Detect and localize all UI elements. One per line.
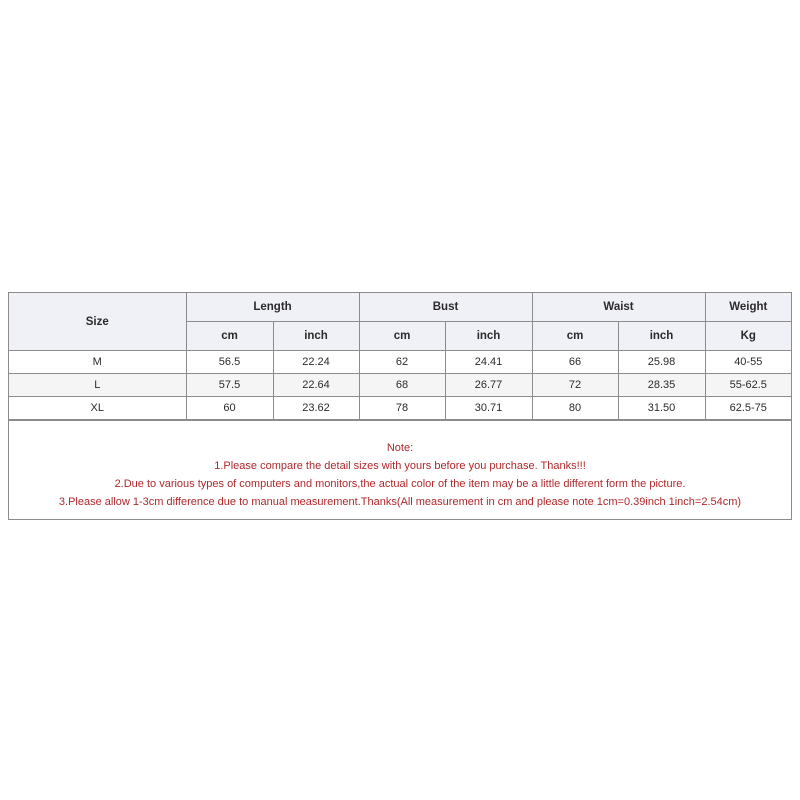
size-cell: M bbox=[9, 351, 186, 374]
size-table bbox=[9, 293, 791, 420]
unit-header: cm bbox=[186, 322, 273, 351]
size-header: Size bbox=[9, 293, 186, 351]
table-cell: 68 bbox=[359, 374, 445, 397]
table-row bbox=[9, 351, 791, 374]
unit-header: Kg bbox=[705, 322, 791, 351]
table-cell: 24.41 bbox=[445, 351, 532, 374]
size-chart bbox=[8, 292, 792, 520]
table-cell: 23.62 bbox=[273, 397, 359, 420]
table-cell: 66 bbox=[532, 351, 618, 374]
weight-header: Weight bbox=[705, 293, 791, 322]
notes-title: Note: bbox=[386, 442, 414, 454]
table-cell: 62 bbox=[359, 351, 445, 374]
note-line: 2.Due to various types of computers and monitors,the actual color of the item may be a little different form the picture. bbox=[114, 478, 686, 490]
table-row bbox=[9, 397, 791, 420]
unit-header: inch bbox=[445, 322, 532, 351]
unit-header: inch bbox=[273, 322, 359, 351]
table-cell: 72 bbox=[532, 374, 618, 397]
waist-header: Waist bbox=[532, 293, 705, 322]
table-cell: 40-55 bbox=[705, 351, 791, 374]
table-cell: 28.35 bbox=[618, 374, 705, 397]
bust-header: Bust bbox=[359, 293, 532, 322]
table-cell: 78 bbox=[359, 397, 445, 420]
unit-header: cm bbox=[532, 322, 618, 351]
size-cell: XL bbox=[9, 397, 186, 420]
table-row bbox=[9, 374, 791, 397]
table-cell: 80 bbox=[532, 397, 618, 420]
table-cell: 22.64 bbox=[273, 374, 359, 397]
table-cell: 55-62.5 bbox=[705, 374, 791, 397]
table-cell: 25.98 bbox=[618, 351, 705, 374]
table-cell: 57.5 bbox=[186, 374, 273, 397]
unit-header: cm bbox=[359, 322, 445, 351]
table-cell: 62.5-75 bbox=[705, 397, 791, 420]
table-cell: 22.24 bbox=[273, 351, 359, 374]
note-line: 3.Please allow 1-3cm difference due to manual measurement.Thanks(All measurement in cm and please note 1cm=0.39inch 1inch=2.54cm) bbox=[58, 496, 742, 508]
table-header-row bbox=[9, 293, 791, 322]
table-cell: 56.5 bbox=[186, 351, 273, 374]
unit-header: inch bbox=[618, 322, 705, 351]
table-cell: 30.71 bbox=[445, 397, 532, 420]
size-cell: L bbox=[9, 374, 186, 397]
table-cell: 31.50 bbox=[618, 397, 705, 420]
table-cell: 60 bbox=[186, 397, 273, 420]
note-line: 1.Please compare the detail sizes with yours before you purchase. Thanks!!! bbox=[214, 460, 586, 472]
length-header: Length bbox=[186, 293, 359, 322]
notes-section bbox=[9, 420, 791, 519]
table-cell: 26.77 bbox=[445, 374, 532, 397]
